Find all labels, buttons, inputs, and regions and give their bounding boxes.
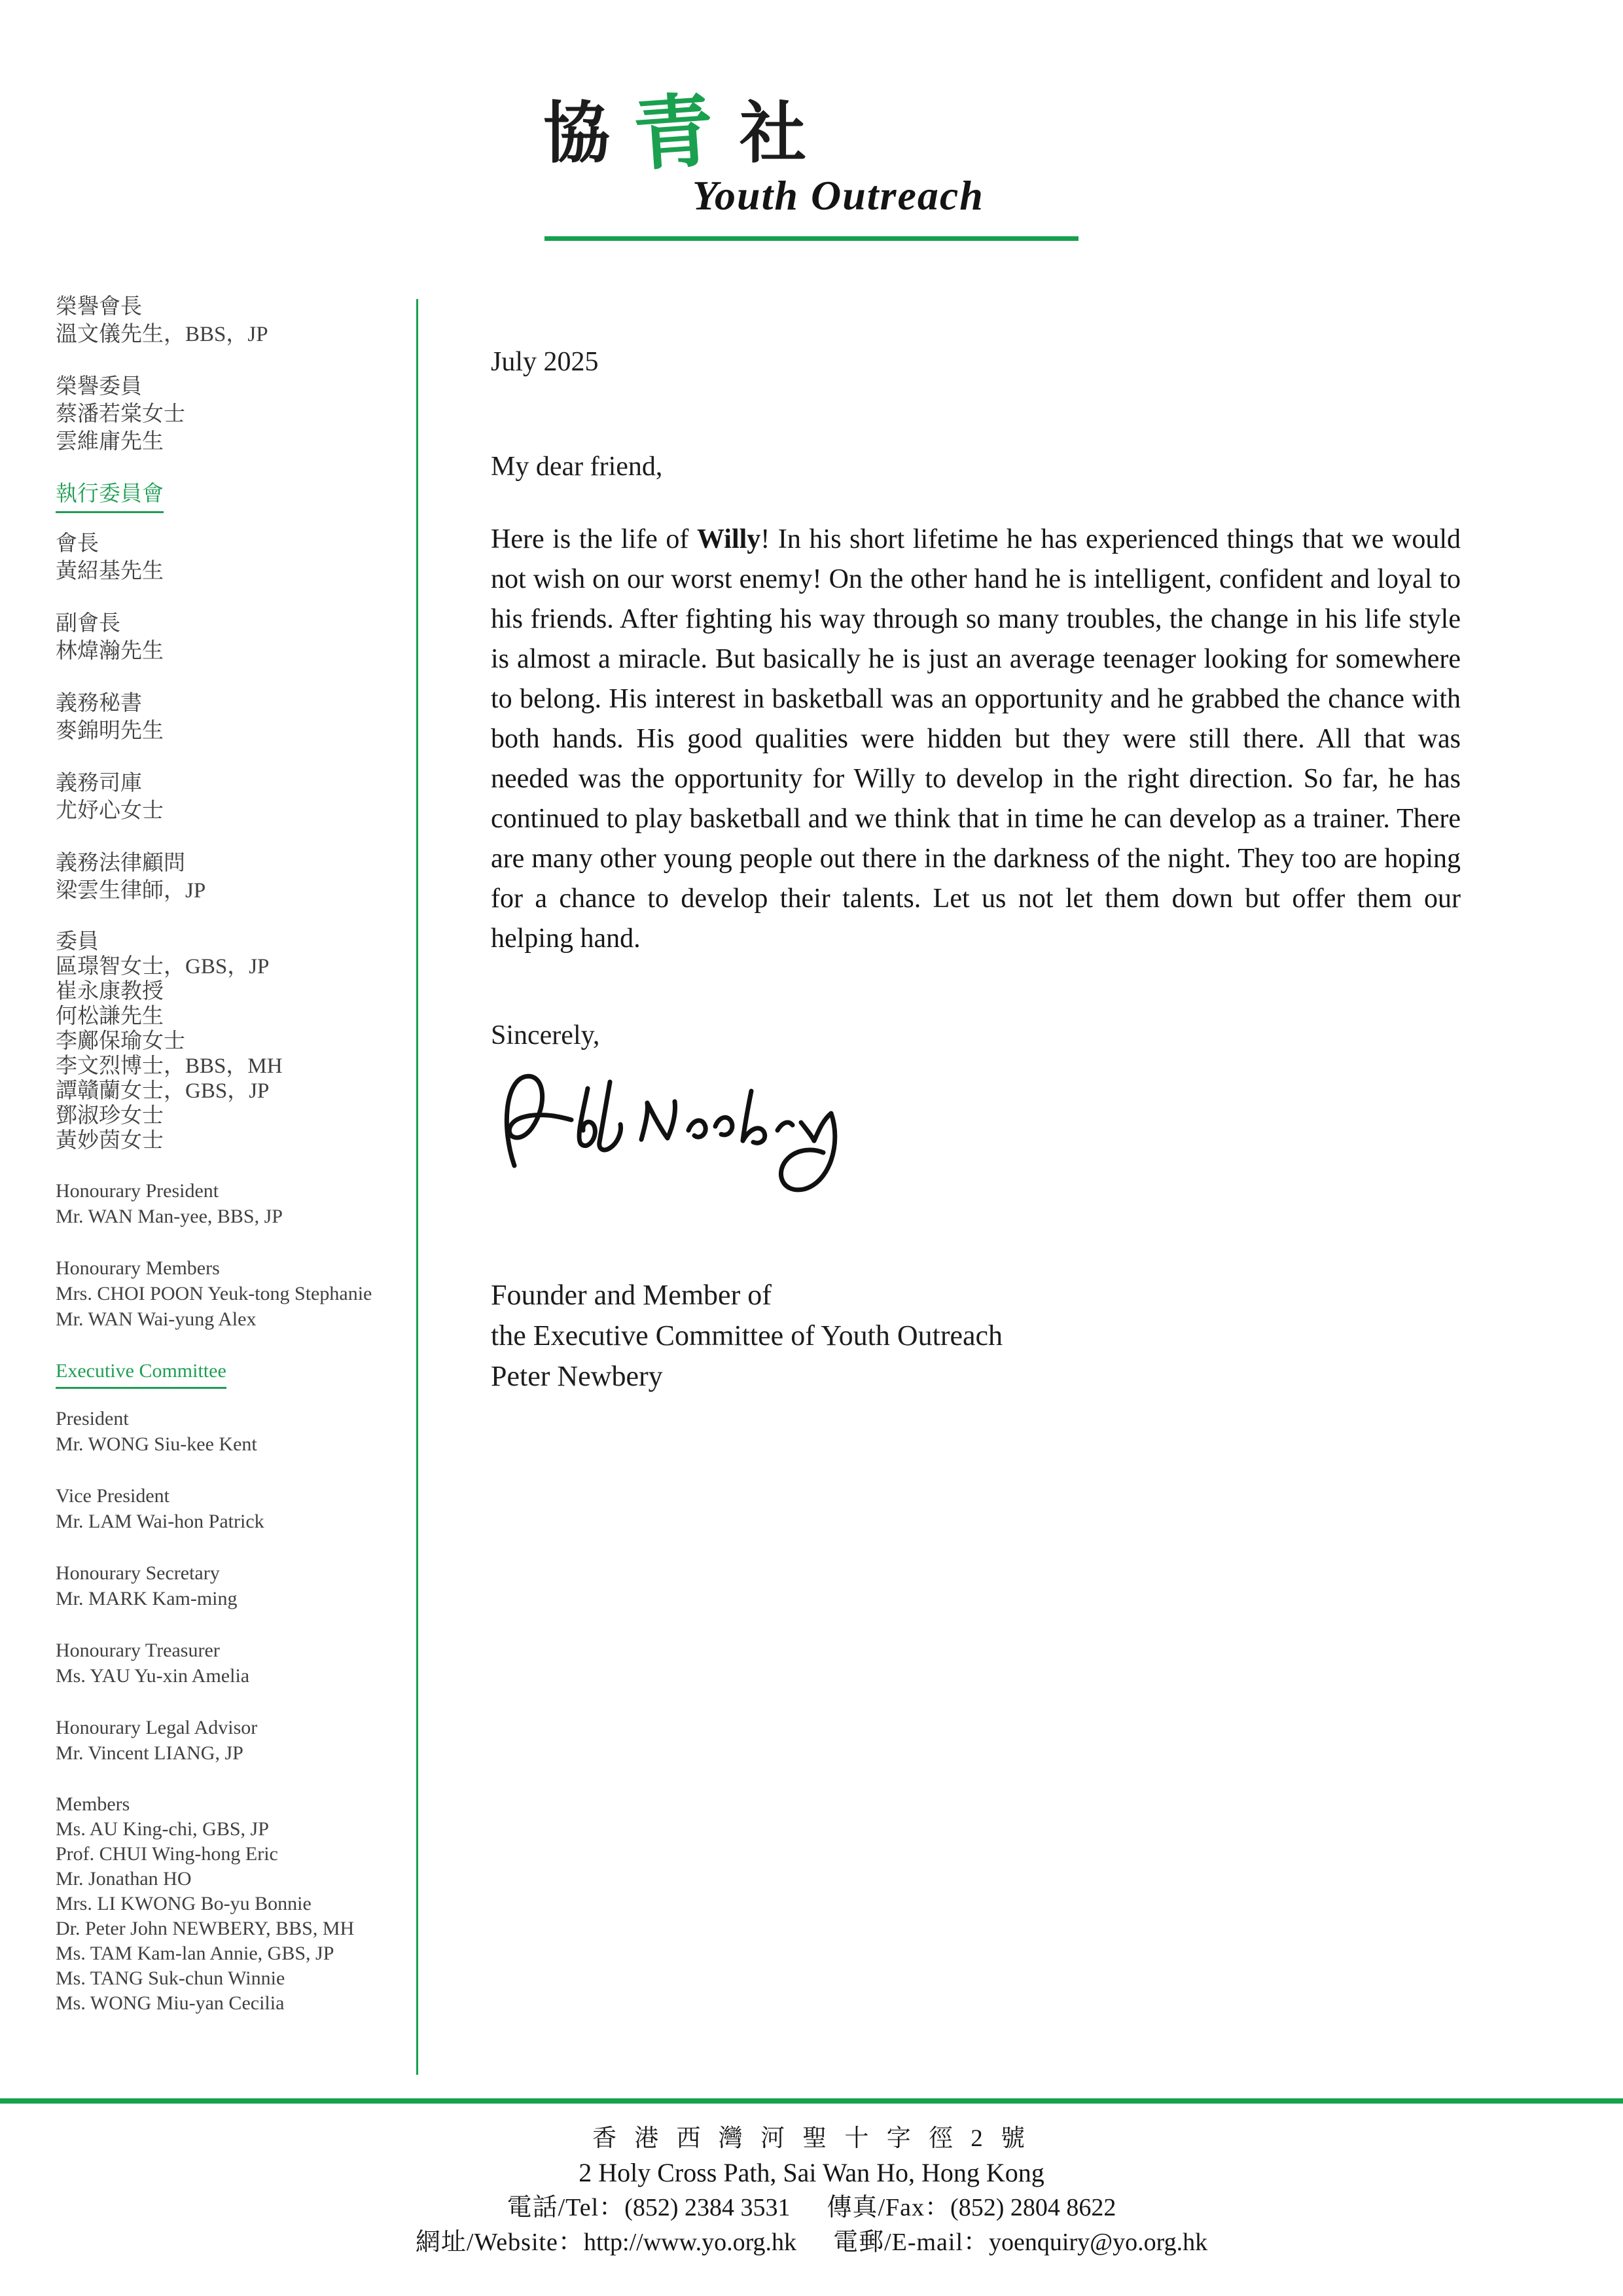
logo-chinese-characters (543, 86, 806, 181)
sidebar-heading-text: Executive Committee (56, 1358, 226, 1389)
role-title: Honourary Legal Advisor (56, 1717, 258, 1738)
footer-rule (0, 2098, 1623, 2104)
signoff-title-line1: Founder and Member of (491, 1279, 772, 1311)
fax-label: 傳真/Fax： (827, 2194, 951, 2221)
member-name: Ms. WONG Miu-yan Cecilia (56, 1992, 285, 2014)
sidebar-heading-text: 執行委員會 (56, 480, 164, 513)
letter-date: July 2025 (491, 347, 599, 377)
signoff-title-line2: the Executive Committee of Youth Outreach (491, 1319, 1003, 1352)
sidebar-role-group (56, 690, 412, 745)
role-title: Honourary President (56, 1180, 219, 1202)
role-title: President (56, 1408, 129, 1429)
member-name: Mr. WAN Man-yee, BBS, JP (56, 1206, 283, 1227)
tel-label: 電話/Tel： (507, 2194, 625, 2221)
footer-phone-fax-row (0, 2191, 1623, 2225)
sidebar-role-group (56, 850, 412, 905)
sidebar-role-group (56, 1178, 412, 1229)
email-label: 電郵/E-mail： (833, 2229, 990, 2256)
sidebar-role-group (56, 1638, 412, 1689)
sidebar-role-group (56, 530, 412, 585)
paragraph-text-rest: ! In his short lifetime he has experienced things that we would not wish on our worst enemy! On the other hand he is intelligent, confident and loyal to his friends. After fighting his way through so many troubles, the change in his life style is almost a miracle. But basically he is just an average teenager looking for somewhere to belong. His interest in basketball was an opportunity and he grabbed the chance with both hands. His good qualities were hidden but they were still there. All that was needed was the opportunity for Willy to develop in the right direction. So far, he has continued to play basketball and we think that in time he can develop as a trainer. There are many other young people out there in the darkness of the night. They too are hoping for a chance to develop their talents. Let us not let them down but offer them our helping hand. (491, 524, 1461, 954)
fax-number: (852) 2804 8622 (950, 2194, 1116, 2221)
sidebar-role-group (56, 770, 412, 825)
role-title: Honourary Members (56, 1257, 220, 1279)
logo-char-ching-green: 青 (630, 86, 717, 181)
role-title: 義務司庫 (56, 772, 142, 795)
sidebar-role-group (56, 610, 412, 665)
member-name: 李鄺保瑜女士 (56, 1030, 185, 1053)
sidebar-role-group (56, 1792, 412, 2016)
sidebar-role-group (56, 1483, 412, 1534)
signature-peter-newbery (492, 1062, 839, 1213)
role-title: 委員 (56, 930, 99, 954)
letter-closing: Sincerely, (491, 1020, 600, 1050)
member-name: Mr. Vincent LIANG, JP (56, 1742, 243, 1764)
member-name: 雲維庸先生 (56, 430, 164, 454)
member-name: Mrs. LI KWONG Bo-yu Bonnie (56, 1893, 312, 1914)
member-name: 何松謙先生 (56, 1005, 164, 1028)
role-title: 榮譽會長 (56, 295, 142, 319)
logo-char-hip: 協 (543, 98, 610, 171)
tel-number: (852) 2384 3531 (624, 2194, 791, 2221)
member-name: 尤妤心女士 (56, 799, 164, 823)
role-title: Honourary Secretary (56, 1562, 220, 1584)
sidebar-role-group (56, 1406, 412, 1457)
member-name: 李文烈博士，BBS，MH (56, 1054, 283, 1078)
sidebar-section-heading (56, 1358, 412, 1389)
member-name: 譚贛蘭女士，GBS，JP (56, 1079, 270, 1103)
logo-english-wordmark: Youth Outreach (692, 172, 984, 219)
member-name: 崔永康教授 (56, 980, 164, 1003)
footer-contact-block (0, 2123, 1623, 2259)
member-name: Mrs. CHOI POON Yeuk-tong Stephanie (56, 1283, 372, 1304)
letter-salutation: My dear friend, (491, 452, 663, 482)
member-name: 蔡潘若棠女士 (56, 403, 185, 426)
website-label: 網址/Website： (415, 2229, 584, 2256)
member-name: 林煒瀚先生 (56, 639, 164, 663)
paragraph-bold-willy: Willy (697, 524, 761, 554)
member-name: 鄧淑珍女士 (56, 1104, 164, 1128)
signature-block (491, 1275, 1003, 1397)
role-title: 義務秘書 (56, 692, 142, 715)
member-name: Mr. LAM Wai-hon Patrick (56, 1511, 264, 1532)
sidebar-role-group (56, 1715, 412, 1766)
sidebar-role-group (56, 1560, 412, 1611)
member-name: Mr. WAN Wai-yung Alex (56, 1308, 257, 1330)
footer-web-email-row (0, 2225, 1623, 2259)
role-title: Members (56, 1793, 130, 1815)
signoff-name: Peter Newbery (491, 1360, 663, 1392)
member-name: Mr. MARK Kam-ming (56, 1588, 238, 1609)
sidebar-role-group (56, 929, 412, 1153)
member-name: 梁雲生律師，JP (56, 879, 206, 903)
website-url: http://www.yo.org.hk (583, 2229, 797, 2256)
logo-char-se: 社 (740, 98, 806, 171)
sidebar-role-group (56, 373, 412, 456)
sidebar-section-heading (56, 480, 412, 513)
role-title: Vice President (56, 1485, 169, 1507)
sidebar-committee-english (56, 1178, 412, 2042)
letter-paragraph (491, 520, 1461, 959)
member-name: Dr. Peter John NEWBERY, BBS, MH (56, 1918, 355, 1939)
logo-underline-rule (544, 236, 1079, 241)
role-title: 會長 (56, 532, 99, 556)
sidebar-divider-line (416, 299, 418, 2075)
sidebar-role-group (56, 1255, 412, 1332)
role-title: Honourary Treasurer (56, 1640, 220, 1661)
role-title: 榮譽委員 (56, 375, 142, 399)
email-address: yoenquiry@yo.org.hk (989, 2229, 1208, 2256)
member-name: Ms. TANG Suk-chun Winnie (56, 1967, 285, 1989)
sidebar-committee-chinese (56, 293, 412, 1178)
sidebar-role-group (56, 293, 412, 348)
member-name: Ms. TAM Kam-lan Annie, GBS, JP (56, 1943, 334, 1964)
member-name: 溫文儀先生，BBS，JP (56, 323, 268, 346)
member-name: Prof. CHUI Wing-hong Eric (56, 1843, 278, 1865)
member-name: 黃妙茵女士 (56, 1129, 164, 1153)
member-name: 黃紹基先生 (56, 560, 164, 583)
member-name: Mr. WONG Siu-kee Kent (56, 1433, 257, 1455)
letter-body (491, 346, 1461, 1392)
footer-address-english: 2 Holy Cross Path, Sai Wan Ho, Hong Kong (579, 2158, 1044, 2187)
role-title: 副會長 (56, 612, 120, 636)
member-name: Mr. Jonathan HO (56, 1868, 192, 1890)
signature-scribble-icon (492, 1062, 839, 1213)
youth-outreach-logo (537, 72, 1099, 249)
member-name: 麥錦明先生 (56, 719, 164, 743)
footer-address-chinese: 香 港 西 灣 河 聖 十 字 徑 2 號 (592, 2125, 1031, 2152)
member-name: 區璟智女士，GBS，JP (56, 955, 270, 978)
member-name: Ms. YAU Yu-xin Amelia (56, 1665, 250, 1687)
paragraph-text-start: Here is the life of (491, 524, 698, 554)
member-name: Ms. AU King-chi, GBS, JP (56, 1818, 269, 1840)
role-title: 義務法律顧問 (56, 852, 185, 875)
